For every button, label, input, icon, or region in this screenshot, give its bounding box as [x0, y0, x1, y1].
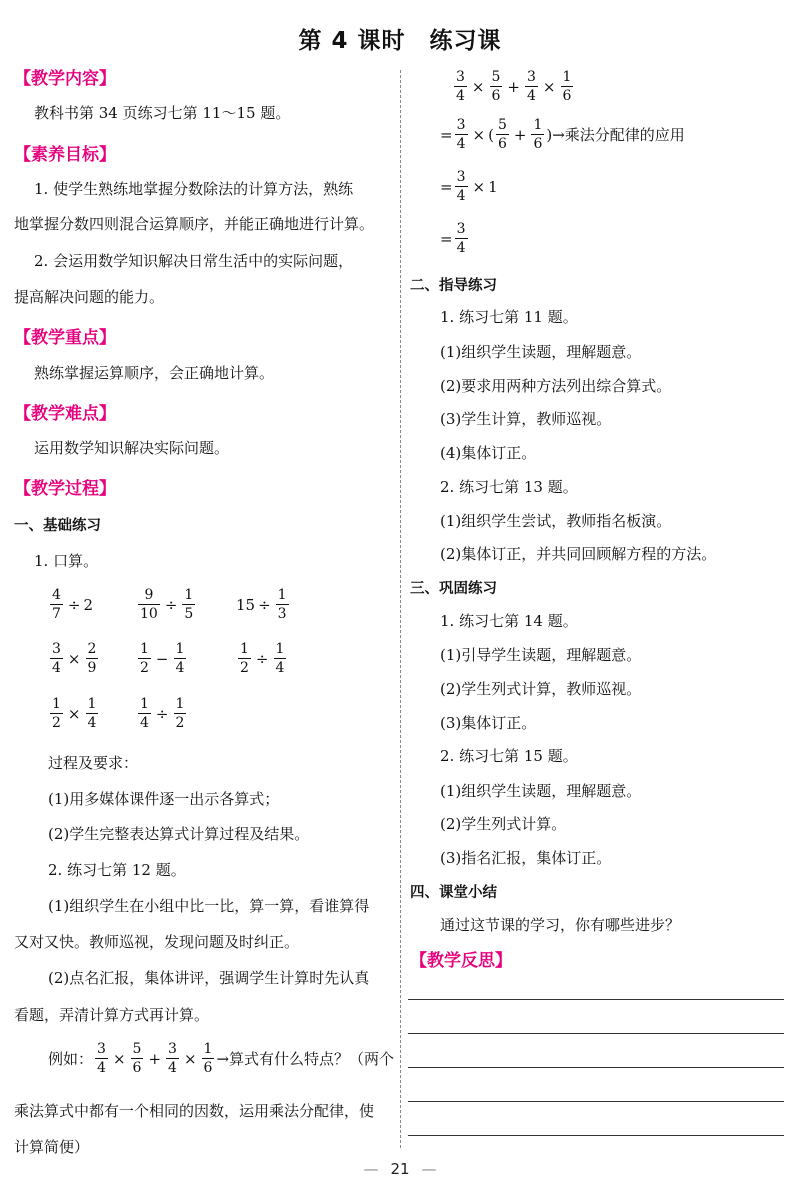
oral-problem: $\frac{3}{4}$ × $\frac{2}{9}$ [52, 641, 97, 676]
requirements-title: 过程及要求： [48, 754, 139, 772]
right-line: (1)引导学生读题，理解题意。 [440, 646, 642, 664]
reflection-writing-line[interactable] [408, 999, 784, 1000]
part2-title: 二、指导练习 [410, 278, 497, 294]
difficulty-text: 运用数学知识解决实际问题。 [34, 439, 230, 457]
right-line: 1. 练习七第 11 题。 [440, 308, 578, 326]
oral-problem: $\frac{9}{10}$ ÷ $\frac{1}{5}$ [140, 587, 194, 622]
right-line: (3)学生计算，教师巡视。 [440, 410, 612, 428]
exercise-12-step2-line1: (2)点名汇报，集体讲评，强调学生计算时先认真 [48, 969, 370, 987]
section-goals: 【素养目标】 [14, 145, 116, 165]
column-divider [400, 70, 401, 1148]
derivation-step-4: = $\frac{3}{4}$ [440, 221, 466, 256]
requirement-2: (2)学生完整表达算式计算过程及结果。 [48, 825, 310, 843]
right-line: (1)组织学生读题，理解题意。 [440, 782, 642, 800]
page-number: — 21 — [363, 1160, 437, 1178]
oral-title: 1. 口算。 [34, 552, 99, 570]
right-line: (2)要求用两种方法列出综合算式。 [440, 377, 672, 395]
derivation-step-3: = $\frac{3}{4}$ × 1 [440, 169, 498, 204]
example-line2: 乘法算式中都有一个相同的因数，运用乘法分配律，使 [14, 1102, 375, 1120]
section-difficulties: 【教学难点】 [14, 404, 116, 424]
requirement-1: (1)用多媒体课件逐一出示各算式； [48, 790, 280, 808]
section-teaching-content: 【教学内容】 [14, 69, 116, 89]
goal2-line1: 2. 会运用数学知识解决日常生活中的实际问题， [34, 252, 354, 270]
section-process: 【教学过程】 [14, 479, 116, 499]
part3-title: 三、巩固练习 [410, 581, 497, 597]
right-line: 1. 练习七第 14 题。 [440, 612, 578, 630]
right-line: (1)组织学生读题，理解题意。 [440, 343, 642, 361]
distributive-law-note: 乘法分配律的应用 [564, 126, 685, 144]
right-line: 通过这节课的学习，你有哪些进步？ [440, 916, 681, 934]
oral-problem: $\frac{4}{7}$ ÷ 2 [52, 587, 94, 622]
exercise-12-step1-line1: (1)组织学生在小组中比一比，算一算，看谁算得 [48, 897, 370, 915]
key-text: 熟练掌握运算顺序，会正确地计算。 [34, 364, 275, 382]
example-expression: 例如： $\frac{3}{4}$ × $\frac{5}{6}$ + $\frac{3}{4}$ × $\frac{1}{6}$ → 算式有什么特点？（两个 [48, 1041, 395, 1076]
goal2-line2: 提高解决问题的能力。 [14, 288, 165, 306]
right-line: (2)学生列式计算。 [440, 815, 567, 833]
part4-title: 四、课堂小结 [410, 885, 497, 901]
reflection-writing-line[interactable] [408, 1033, 784, 1034]
reflection-writing-line[interactable] [408, 1067, 784, 1068]
derivation-step-2: = $\frac{3}{4}$ × ( $\frac{5}{6}$ + $\frac{1}{6}$ ) → 乘法分配律的应用 [440, 117, 685, 152]
reflection-writing-line[interactable] [408, 1101, 784, 1102]
exercise-12: 2. 练习七第 12 题。 [48, 861, 186, 879]
section-reflection: 【教学反思】 [410, 951, 512, 971]
example-line3: 计算简便） [14, 1138, 90, 1156]
exercise-12-step2-line2: 看题，弄清计算方式再计算。 [14, 1006, 210, 1024]
oral-problem: $\frac{1}{4}$ ÷ $\frac{1}{2}$ [140, 696, 185, 731]
right-line: (4)集体订正。 [440, 444, 537, 462]
oral-problem: 15 ÷ $\frac{1}{3}$ [236, 587, 287, 622]
goal1-line2: 地掌握分数四则混合运算顺序，并能正确地进行计算。 [14, 215, 375, 233]
right-line: (2)集体订正，并共同回顾解方程的方法。 [440, 545, 717, 563]
oral-problem: $\frac{1}{2}$ × $\frac{1}{4}$ [52, 696, 97, 731]
lesson-number: 第 4 课时 [298, 28, 406, 54]
lesson-topic: 练习课 [429, 28, 502, 54]
right-line: 2. 练习七第 15 题。 [440, 747, 578, 765]
right-line: 2. 练习七第 13 题。 [440, 478, 578, 496]
right-line: (3)指名汇报，集体订正。 [440, 849, 612, 867]
right-line: (1)组织学生尝试，教师指名板演。 [440, 512, 672, 530]
right-line: (3)集体订正。 [440, 714, 537, 732]
page-title [0, 22, 800, 55]
reflection-writing-line[interactable] [408, 1135, 784, 1136]
part1-title: 一、基础练习 [14, 518, 101, 534]
exercise-12-step1-line2: 又对又快。教师巡视，发现问题及时纠正。 [14, 933, 300, 951]
section-key-points: 【教学重点】 [14, 328, 116, 348]
oral-problem: $\frac{1}{2}$ ÷ $\frac{1}{4}$ [240, 641, 285, 676]
derivation-step-1: $\frac{3}{4}$ × $\frac{5}{6}$ + $\frac{3}{4}$ × $\frac{1}{6}$ [456, 69, 572, 104]
content-text: 教科书第 34 页练习七第 11～15 题。 [34, 104, 291, 122]
oral-problem: $\frac{1}{2}$ − $\frac{1}{4}$ [140, 641, 185, 676]
right-line: (2)学生列式计算，教师巡视。 [440, 680, 642, 698]
goal1-line1: 1. 使学生熟练地掌握分数除法的计算方法，熟练 [34, 180, 354, 198]
